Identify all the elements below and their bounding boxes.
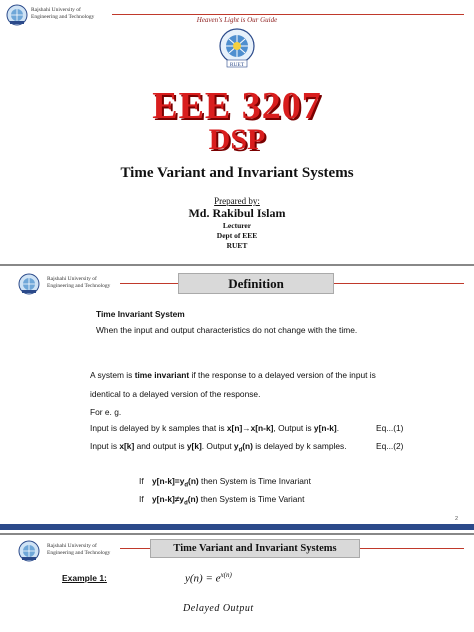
definition-slide (0, 264, 474, 530)
ruet-logo-icon (6, 4, 28, 26)
definition-line-1: A system is time invariant if the response to a delayed version of the input is (90, 370, 376, 380)
for-example: For e. g. (90, 407, 122, 417)
condition-invariant: $y[n-k]=y_d(n)$ then System is Time Invariant (152, 476, 311, 489)
slide-heading: Definition (178, 273, 334, 294)
presenter-institution: RUET (226, 241, 248, 250)
if-label-2: If (139, 494, 144, 504)
title-slide (0, 0, 474, 262)
definition-line-2: identical to a delayed version of the response. (90, 389, 261, 399)
example-equation: $y(n) = e^{x(n)}$ (185, 571, 232, 585)
university-line-1: Rajshahi University of (31, 7, 81, 13)
presenter-name: Md. Rakibul Islam (188, 206, 286, 220)
condition-variant: $y[n-k]\ne y_d(n)$ then System is Time Variant (152, 494, 305, 507)
ruet-logo-icon (18, 273, 40, 295)
equation-2-ref: Eq...(2) (376, 441, 404, 451)
university-line-2: Engineering and Technology (47, 282, 111, 289)
if-label-1: If (139, 476, 144, 486)
slide-footer-bar (0, 524, 474, 530)
university-line-1: Rajshahi University of (47, 276, 97, 282)
course-name: DSP (208, 123, 266, 156)
university-line-2: Engineering and Technology (31, 13, 95, 20)
intro-text: When the input and output characteristics do not change with the time. (96, 325, 358, 335)
page-number: 2 (454, 516, 458, 522)
university-name (47, 543, 110, 556)
motto: Heaven's Light is Our Guide (196, 16, 278, 24)
university-name (31, 7, 94, 20)
equation-1-ref: Eq...(1) (376, 423, 404, 433)
university-line-2: Engineering and Technology (47, 549, 111, 556)
ruet-emblem-icon (216, 27, 258, 69)
equation-1: Input is delayed by k samples that is x[n]→x[n-k], Output is y[n-k]. (90, 423, 340, 433)
header-rule (112, 14, 464, 15)
header-rule-right (334, 283, 464, 284)
equation-2: Input is x[k] and output is y[k]. Output $y_d(n)$ is delayed by k samples. (90, 441, 347, 454)
section-title: Time Invariant System (96, 309, 185, 319)
example-slide (0, 533, 474, 632)
delayed-output-label: Delayed Output (183, 603, 254, 614)
prepared-by-label: Prepared by: (214, 196, 260, 206)
slide-heading: Time Variant and Invariant Systems (150, 539, 360, 558)
presenter-dept: Dept of EEE (216, 231, 258, 240)
presenter-role: Lecturer (222, 221, 252, 230)
header-rule-right (360, 548, 464, 549)
header-rule-left (120, 283, 178, 284)
university-name (47, 276, 110, 289)
course-code: EEE 3207 (152, 85, 322, 127)
header-rule-left (120, 548, 150, 549)
example-label: Example 1: (62, 573, 107, 583)
ruet-logo-icon (18, 540, 40, 562)
emblem-label: RUET (229, 62, 245, 68)
topic-title: Time Variant and Invariant Systems (120, 165, 354, 181)
university-line-1: Rajshahi University of (47, 543, 97, 549)
